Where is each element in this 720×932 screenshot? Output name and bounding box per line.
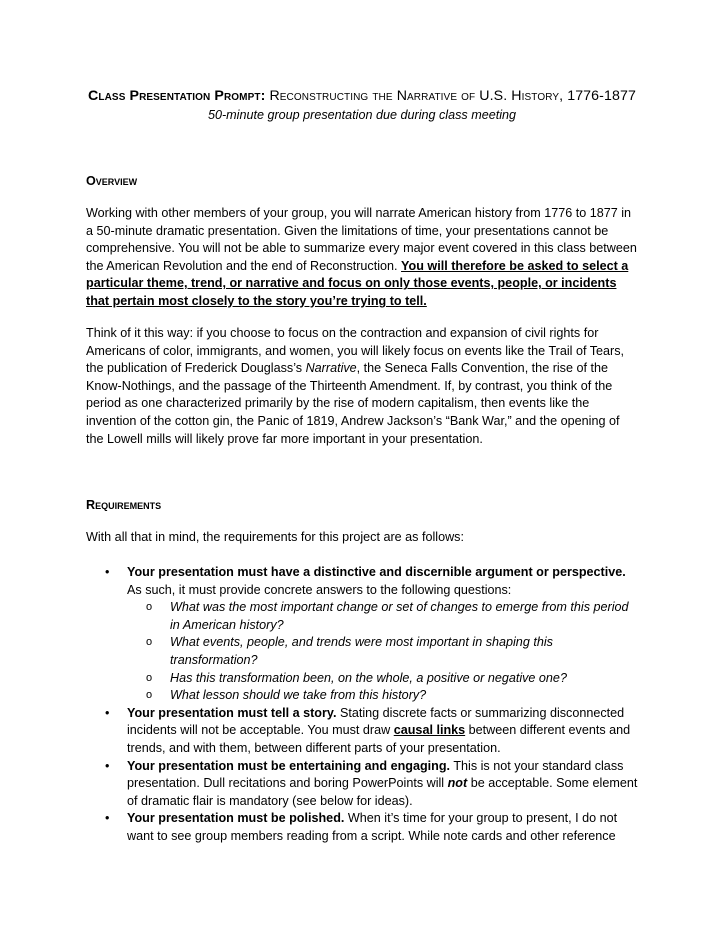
overview-p1-emphasis: You will therefore be asked to select a particular theme, trend, or narrative and focus on only those events, people, or incidents that pertain most closely to the story you’re trying to tell. [86,258,629,308]
bullet-icon: • [105,811,110,826]
list-item [86,758,638,811]
item-text: between different events and trends, and with them, between different parts of your presentation. [127,723,631,755]
item-text: When it’s time for your group to present, I do not want to see group members reading from a script. While note cards and other reference [127,811,618,843]
bullet-icon: • [105,705,110,720]
item-text: be acceptable. Some element of dramatic flair is mandatory (see below for ideas). [127,776,638,808]
sub-item-text: What was the most important change or set of changes to emerge from this period in American history? [170,600,629,632]
sub-item-text: Has this transformation been, on the whole, a positive or negative one? [170,670,567,685]
overview-p2-text-a: Think of it this way: if you choose to focus on the contraction and expansion of civil rights for Americans of color, immigrants, and women, you will likely focus on events like the Trail of Tears, the publication of Frederick Douglass’s [86,326,625,376]
sub-item [86,599,638,634]
requirements-intro: With all that in mind, the requirements for this project are as follows: [86,530,464,544]
circle-bullet-icon: o [146,601,153,614]
overview-p1-text: Working with other members of your group, you will narrate American history from 1776 to 1877 in a 50-minute dramatic presentation. Given the limitations of time, your presentations cannot be comprehensive. You will not be able to summarize every major event covered in this class between the American Revolution and the end of Reconstruction. [86,206,637,273]
item-bold: Your presentation must have a distinctive and discernible argument or perspective. [127,565,626,579]
overview-p2-text-b: , the Seneca Falls Convention, the rise of the Know-Nothings, and the passage of the Thirteenth Amendment. If, by contrast, you think of the period as one characterized primarily by the rise of modern capitalism, then events like the invention of the cotton gin, the Panic of 1819, Andrew Jackson’s “Bank War,” and the opening of the Lowell mills will likely prove far more important in your presentation. [86,361,620,446]
circle-bullet-icon: o [146,689,153,702]
item-bold: Your presentation must be polished. [127,811,345,826]
item-emphasis: causal links [393,723,466,738]
list-item [86,705,638,758]
item-text: This is not your standard class presentation. Dull recitations and boring PowerPoints will [127,758,624,791]
sub-item [86,670,638,688]
circle-bullet-icon: o [146,636,153,649]
overview-heading: Overview [86,174,138,188]
requirements-heading: Requirements [86,498,162,512]
circle-bullet-icon: o [146,671,153,684]
item-text: Stating discrete facts or summarizing disconnected incidents will not be acceptable. You must draw [127,705,625,738]
requirements-list [86,564,638,846]
sub-item-text: What events, people, and trends were most important in shaping this transformation? [170,635,553,667]
list-item [86,810,638,845]
item-bold: Your presentation must be entertaining and engaging. [127,758,451,773]
title-text: Reconstructing the Narrative of U.S. History, 1776-1877 [269,88,636,104]
item-text: As such, it must provide concrete answers to the following questions: [127,582,512,597]
bullet-icon: • [105,758,110,773]
bullet-icon: • [105,565,110,579]
overview-paragraph-1 [86,205,638,311]
sub-item-text: What lesson should we take from this history? [170,688,427,703]
overview-paragraph-2 [86,325,638,448]
sub-item [86,634,638,669]
sub-item [86,687,638,705]
item-bold: Your presentation must tell a story. [127,705,337,720]
document-subtitle: 50-minute group presentation due during class meeting [207,108,517,122]
document-title [86,88,638,104]
overview-p2-italic: Narrative [305,361,357,376]
item-emphasis: not [447,776,468,791]
title-label: Class Presentation Prompt: [88,88,266,104]
list-item [86,564,638,705]
